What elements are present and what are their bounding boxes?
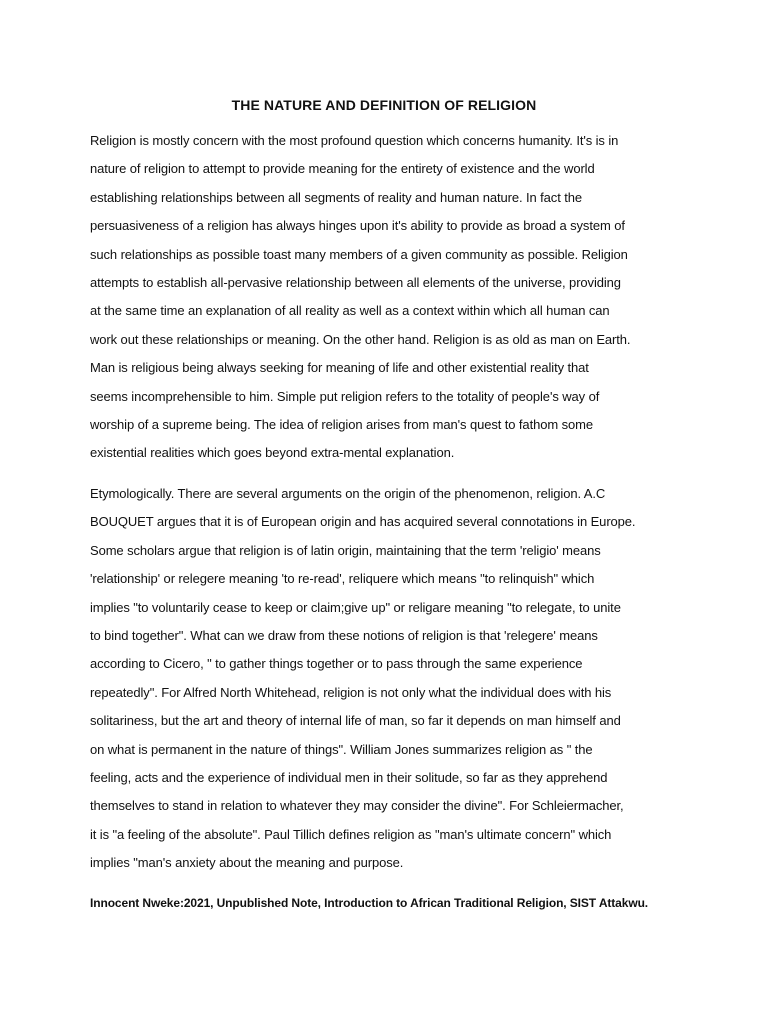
paragraph-line: it is "a feeling of the absolute". Paul Tillich defines religion as "man's ultimate concern" which — [90, 826, 612, 842]
paragraph-line: themselves to stand in relation to whatever they may consider the divine". For Schleiermacher, — [90, 798, 624, 814]
source-citation: Innocent Nweke:2021, Unpublished Note, Introduction to African Traditional Religion, SIST Attakwu. — [90, 896, 649, 910]
paragraph-line: attempts to establish all-pervasive relationship between all elements of the universe, providing — [90, 275, 621, 291]
paragraph-line: worship of a supreme being. The idea of religion arises from man's quest to fathom some — [90, 417, 593, 433]
paragraph-line: on what is permanent in the nature of things". William Jones summarizes religion as " the — [90, 741, 593, 757]
paragraph-line: feeling, acts and the experience of individual men in their solitude, so far as they apprehend — [90, 770, 608, 786]
paragraph-line: at the same time an explanation of all reality as well as a context within which all human can — [90, 303, 610, 319]
paragraph-line: such relationships as possible toast many members of a given community as possible. Religion — [90, 246, 628, 262]
paragraph-line: BOUQUET argues that it is of European origin and has acquired several connotations in Europe. — [90, 514, 636, 530]
paragraph-line: Etymologically. There are several arguments on the origin of the phenomenon, religion. A.C — [90, 486, 606, 501]
paragraph-line: work out these relationships or meaning. On the other hand. Religion is as old as man on Earth. — [90, 331, 631, 347]
paragraph-line: Religion is mostly concern with the most profound question which concerns humanity. It's is in — [90, 133, 619, 148]
body-paragraph-2 — [90, 480, 682, 878]
paragraph-line: to bind together". What can we draw from these notions of religion is that 'relegere' means — [90, 628, 598, 644]
paragraph-line: repeatedly". For Alfred North Whitehead, religion is not only what the individual does with his — [90, 684, 612, 700]
paragraph-line: establishing relationships between all segments of reality and human nature. In fact the — [90, 189, 582, 205]
document-title: THE NATURE AND DEFINITION OF RELIGION — [231, 97, 537, 113]
paragraph-line: nature of religion to attempt to provide meaning for the entirety of existence and the world — [90, 161, 595, 177]
paragraph-line: according to Cicero, " to gather things together or to pass through the same experience — [90, 656, 583, 672]
paragraph-line: Some scholars argue that religion is of latin origin, maintaining that the term 'religio' means — [90, 542, 601, 558]
paragraph-line: solitariness, but the art and theory of internal life of man, so far it depends on man himself and — [90, 713, 621, 729]
paragraph-line: Man is religious being always seeking for meaning of life and other existential reality that — [90, 360, 589, 376]
body-paragraph-1 — [90, 127, 682, 468]
paragraph-line: existential realities which goes beyond extra-mental explanation. — [90, 445, 455, 461]
paragraph-line: implies "man's anxiety about the meaning and purpose. — [90, 855, 404, 871]
paragraph-line: persuasiveness of a religion has always hinges upon it's ability to provide as broad a system of — [90, 218, 625, 234]
paragraph-line: implies "to voluntarily cease to keep or claim;give up" or religare meaning "to relegate, to unite — [90, 599, 621, 615]
paragraph-line: 'relationship' or relegere meaning 'to re-read', reliquere which means "to relinquish" which — [90, 571, 595, 587]
paragraph-line: seems incomprehensible to him. Simple put religion refers to the totality of people's way of — [90, 388, 600, 404]
